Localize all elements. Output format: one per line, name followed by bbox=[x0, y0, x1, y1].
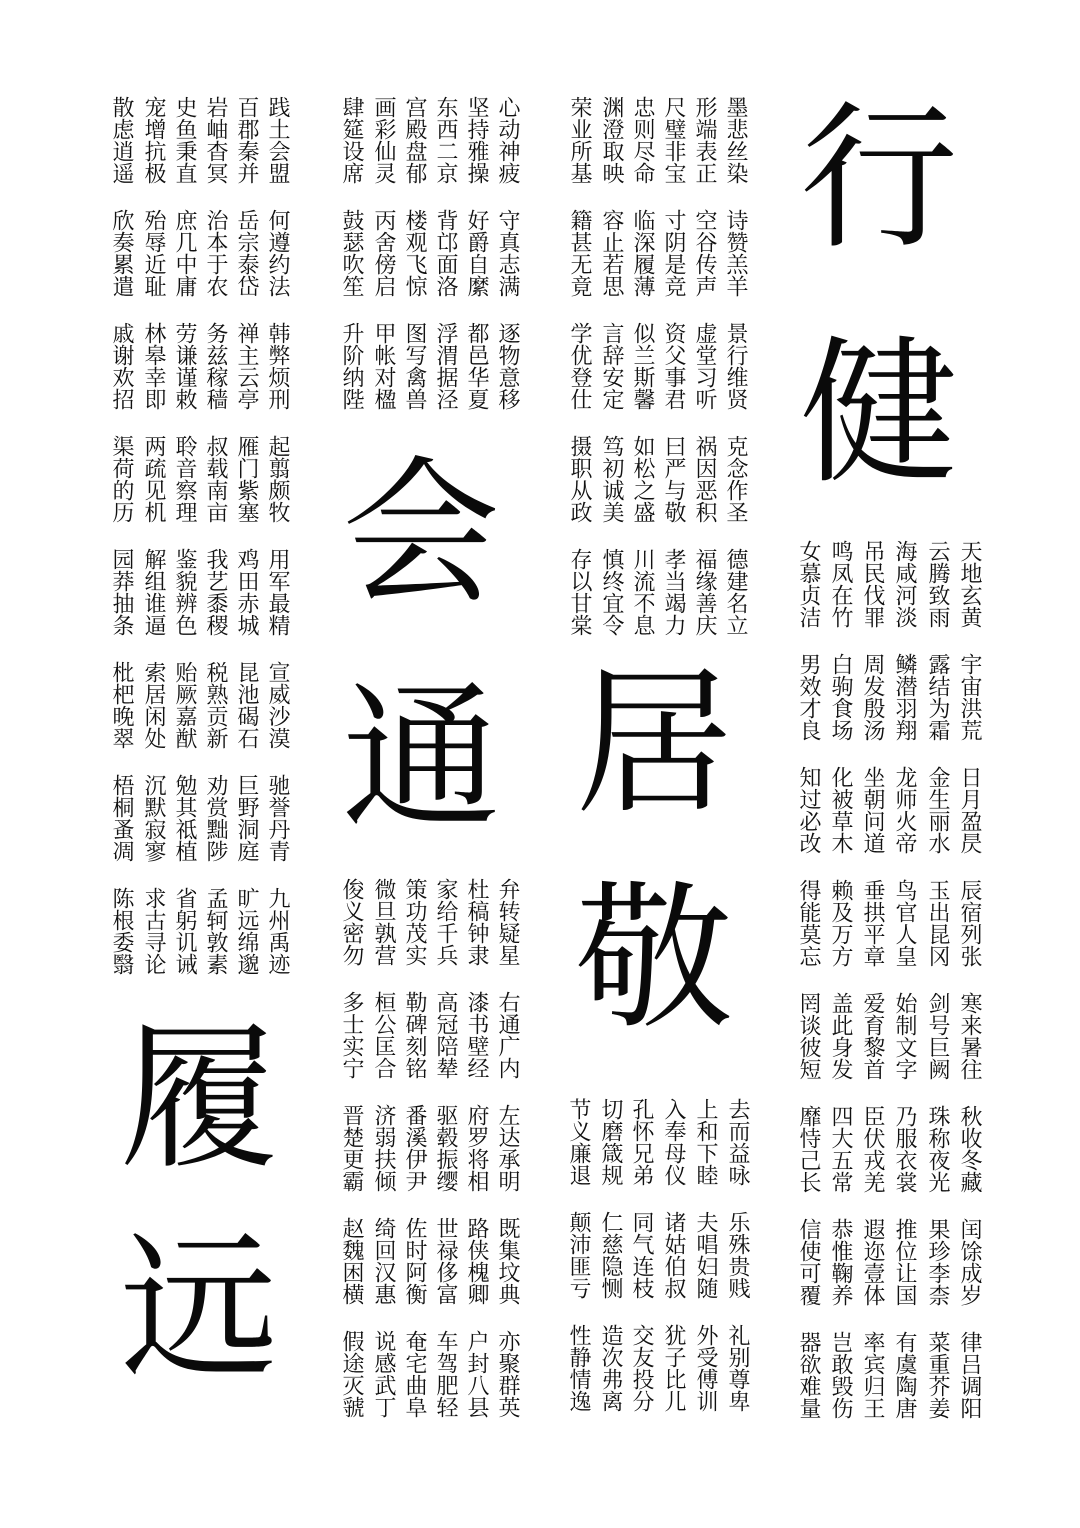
text-column: 微旦孰营 桓公匡合 济弱扶倾 绮回汉惠 说感武丁 bbox=[371, 878, 396, 1418]
text-column: 百郡秦并 岳宗泰岱 禅主云亭 雁门紫塞 鸡田赤城 昆池碣石 巨野洞庭 旷远绵邈 bbox=[234, 96, 259, 975]
text-column: 天地玄黄 宇宙洪荒 日月盈昃 辰宿列张 寒来暑往 秋收冬藏 闰馀成岁 律吕调阳 bbox=[957, 540, 982, 1419]
text-column: 形端表正 空谷传声 虚堂习听 祸因恶积 福缘善庆 bbox=[692, 96, 717, 636]
text-column: 孔怀兄弟 同气连枝 交友投分 bbox=[629, 1098, 654, 1412]
text-column: 宫殿盘郁 楼观飞惊 图写禽兽 bbox=[402, 96, 427, 410]
text-column: 践土会盟 何遵约法 韩弊烦刑 起翦颇牧 用军最精 宣威沙漠 驰誉丹青 九州禹迹 bbox=[265, 96, 290, 975]
text-column: 岩岫杳冥 治本于农 务兹稼穑 叔载南亩 我艺黍稷 税熟贡新 劝赏黜陟 孟轲敦素 bbox=[203, 96, 228, 975]
large-char-xing: 行 bbox=[800, 87, 958, 271]
text-column: 散虑逍遥 欣奏累遣 戚谢欢招 渠荷的历 园莽抽条 枇杷晚翠 梧桐蚤凋 陈根委翳 bbox=[109, 96, 134, 975]
text-column: 女慕贞洁 男效才良 知过必改 得能莫忘 罔谈彼短 靡恃己长 信使可覆 器欲难量 bbox=[796, 540, 821, 1419]
text-column: 策功茂实 勒碑刻铭 番溪伊尹 佐时阿衡 奄宅曲阜 bbox=[402, 878, 427, 1418]
large-char-yuan: 远 bbox=[120, 1217, 278, 1401]
text-column: 鸣凤在竹 白驹食场 化被草木 赖及万方 盖此身发 四大五常 恭惟鞠养 岂敢毁伤 bbox=[828, 540, 853, 1419]
large-char-ju: 居 bbox=[575, 652, 733, 836]
large-char-lv: 履 bbox=[120, 1007, 278, 1191]
text-column: 渊澄取映 容止若思 言辞安定 笃初诚美 慎终宜令 bbox=[599, 96, 624, 636]
text-column: 肆筵设席 鼓瑟吹笙 升阶纳陛 bbox=[339, 96, 364, 410]
text-column: 去而益咏 乐殊贵贱 礼别尊卑 bbox=[725, 1098, 750, 1412]
text-column: 上和下睦 夫唱妇随 外受傅训 bbox=[693, 1098, 718, 1412]
text-column: 心动神疲 守真志满 逐物意移 bbox=[495, 96, 520, 410]
text-column: 尺璧非宝 寸阴是竞 资父事君 曰严与敬 孝当竭力 bbox=[661, 96, 686, 636]
text-column: 海咸河淡 鳞潜羽翔 龙师火帝 鸟官人皇 始制文字 乃服衣裳 推位让国 有虞陶唐 bbox=[892, 540, 917, 1419]
text-column: 节义廉退 颠沛匪亏 性静情逸 bbox=[566, 1098, 591, 1412]
text-column: 家给千兵 高冠陪辇 驱毂振缨 世禄侈富 车驾肥轻 bbox=[433, 878, 458, 1418]
text-column: 杜稿钟隶 漆书壁经 府罗将相 路侠槐卿 户封八县 bbox=[464, 878, 489, 1418]
text-column: 墨悲丝染 诗赞羔羊 景行维贤 克念作圣 德建名立 bbox=[723, 96, 748, 636]
text-column: 东西二京 背邙面洛 浮渭据泾 bbox=[433, 96, 458, 410]
text-column: 俊义密勿 多士实宁 晋楚更霸 赵魏困横 假途灭虢 bbox=[339, 878, 364, 1418]
text-column: 吊民伐罪 周发殷汤 坐朝问道 垂拱平章 爱育黎首 臣伏戎羌 遐迩壹体 率宾归王 bbox=[860, 540, 885, 1419]
text-column: 弁转疑星 右通广内 左达承明 既集坟典 亦聚群英 bbox=[495, 878, 520, 1418]
text-column: 史鱼秉直 庶几中庸 劳谦谨敕 聆音察理 鉴貌辨色 贻厥嘉猷 勉其祗植 省躬讥诫 bbox=[172, 96, 197, 975]
text-column: 荣业所基 籍甚无竟 学优登仕 摄职从政 存以甘棠 bbox=[567, 96, 592, 636]
text-column: 画彩仙灵 丙舍傍启 甲帐对楹 bbox=[371, 96, 396, 410]
text-column: 切磨箴规 仁慈隐恻 造次弗离 bbox=[598, 1098, 623, 1412]
large-char-hui: 会 bbox=[342, 442, 500, 626]
text-column: 宠增抗极 殆辱近耻 林皋幸即 两疏见机 解组谁逼 索居闲处 沉默寂寥 求古寻论 bbox=[141, 96, 166, 975]
large-char-jian: 健 bbox=[800, 322, 958, 506]
text-column: 入奉母仪 诸姑伯叔 犹子比儿 bbox=[661, 1098, 686, 1412]
text-column: 云腾致雨 露结为霜 金生丽水 玉出昆冈 剑号巨阙 珠称夜光 果珍李柰 菜重芥姜 bbox=[925, 540, 950, 1419]
large-char-tong: 通 bbox=[342, 667, 500, 851]
text-column: 坚持雅操 好爵自縻 都邑华夏 bbox=[464, 96, 489, 410]
text-column: 忠则尽命 临深履薄 似兰斯馨 如松之盛 川流不息 bbox=[630, 96, 655, 636]
large-char-jing: 敬 bbox=[575, 867, 733, 1051]
